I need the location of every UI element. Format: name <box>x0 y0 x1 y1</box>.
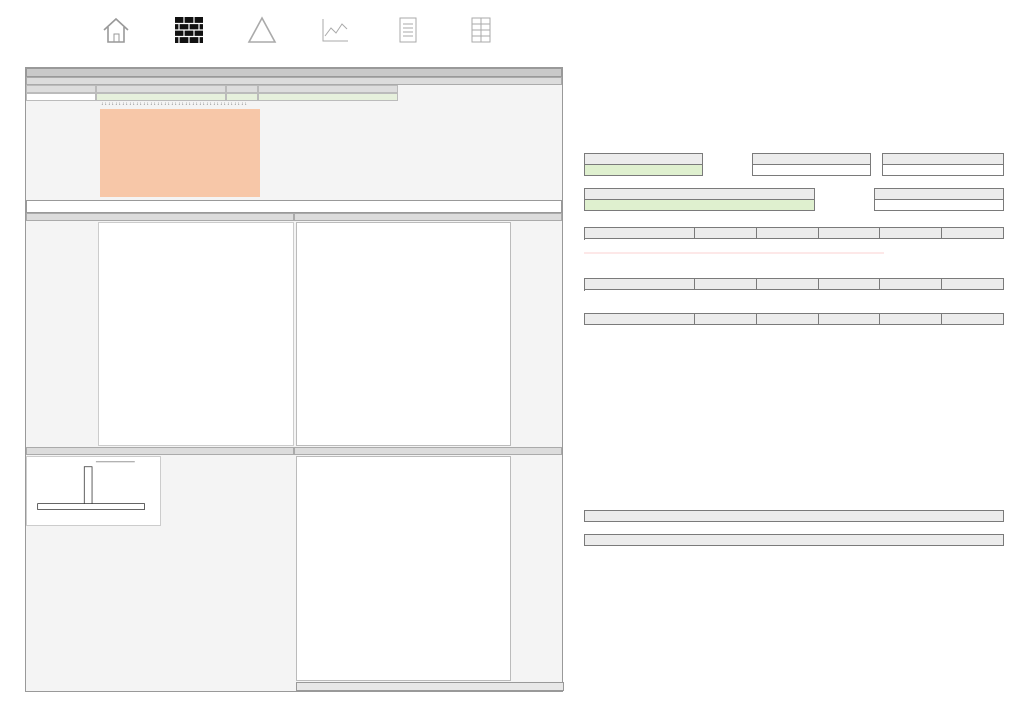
col2-rti <box>695 279 757 290</box>
geometry-and-soil-chart <box>26 222 562 447</box>
col-mangueira <box>942 228 1004 239</box>
bottom-headers <box>26 447 562 456</box>
guide-panel <box>578 28 1008 698</box>
perfil-header-row <box>26 85 562 93</box>
sheet-title <box>26 68 562 77</box>
na-input[interactable] <box>258 93 398 101</box>
deformacoes-muro-button[interactable] <box>307 16 362 46</box>
section-1-2-title <box>26 213 294 221</box>
material-select[interactable] <box>585 200 815 211</box>
col3-hidr2 <box>880 314 942 325</box>
water-pressure-chart <box>296 456 511 681</box>
soil-profile-drawing <box>100 109 260 197</box>
perfil-values-row <box>26 93 562 101</box>
vazao-header <box>753 154 871 165</box>
section-1-3-title <box>294 213 562 221</box>
soil-pressure-chart <box>296 222 511 446</box>
beta-header <box>226 85 258 93</box>
pressao-value <box>883 165 1004 176</box>
h-camada-header <box>26 85 96 93</box>
section-1-5-title <box>26 447 294 455</box>
diametro-label <box>585 228 695 239</box>
spacer-cell <box>26 93 96 101</box>
tabelas-gerais-button[interactable] <box>453 16 508 46</box>
totais-table <box>584 534 1004 546</box>
ilustracao-header <box>942 314 1004 325</box>
verification-area <box>26 456 562 691</box>
col-hidr1 <box>818 228 880 239</box>
material-header <box>585 189 815 200</box>
ponto-a-note <box>584 252 884 254</box>
sigma-row <box>26 200 562 213</box>
wall-section-sketch <box>26 456 161 526</box>
col3-rti <box>695 314 757 325</box>
sobrecarga-input[interactable] <box>96 93 226 101</box>
equivalente-table <box>584 510 1004 522</box>
na-header <box>258 85 398 93</box>
sobrecarga-header <box>96 85 226 93</box>
toolbar <box>88 16 508 66</box>
tipo-select[interactable] <box>585 165 703 176</box>
section-1-1-title <box>26 77 562 85</box>
col2-bomba <box>756 279 818 290</box>
empuxo-total-row <box>296 682 564 691</box>
diametro-table <box>584 227 1004 239</box>
equivalente-label <box>585 511 1004 522</box>
spreadsheet-area <box>25 67 563 692</box>
detalhamento-muro-button[interactable] <box>380 16 435 46</box>
col2-hidr1 <box>818 279 880 290</box>
totais-label <box>585 535 1004 546</box>
conexoes-table <box>584 313 1004 325</box>
material-table <box>584 188 1004 211</box>
atrito-header <box>875 189 1004 200</box>
section-1-4-title <box>294 447 562 455</box>
house-icon <box>101 16 131 44</box>
pressao-header <box>883 154 1004 165</box>
col3-hidr1 <box>818 314 880 325</box>
dimensionamento-armadura-button[interactable] <box>234 16 289 46</box>
line-chart-icon <box>320 16 350 44</box>
col2-hidr2 <box>880 279 942 290</box>
distancias-table <box>584 278 1004 290</box>
document-icon <box>393 16 423 44</box>
table-icon <box>466 16 496 44</box>
tipo-header <box>585 154 703 165</box>
atrito-value <box>875 200 1004 211</box>
triangle-icon <box>247 16 277 44</box>
conexoes-header <box>585 314 695 325</box>
col2-mangueira <box>942 279 1004 290</box>
mid-headers <box>26 213 562 222</box>
col3-bomba <box>756 314 818 325</box>
load-arrows: ↓↓↓↓↓↓↓↓↓↓↓↓↓↓↓↓↓↓↓↓↓↓↓↓↓↓↓↓↓↓↓↓↓↓↓↓↓↓↓↓↓↓ <box>101 101 248 107</box>
dimensionamento-muro-button[interactable] <box>161 16 216 46</box>
brick-wall-icon <box>174 16 204 44</box>
system-type-table <box>584 153 1004 176</box>
home-button[interactable] <box>88 16 143 46</box>
col-hidr2 <box>880 228 942 239</box>
vazao-value <box>753 165 871 176</box>
beta-input[interactable] <box>226 93 258 101</box>
col-rti <box>695 228 757 239</box>
col-bomba <box>756 228 818 239</box>
camadas-block <box>26 107 562 200</box>
wall-geometry-drawing <box>98 222 294 446</box>
distancias-label <box>585 279 695 290</box>
